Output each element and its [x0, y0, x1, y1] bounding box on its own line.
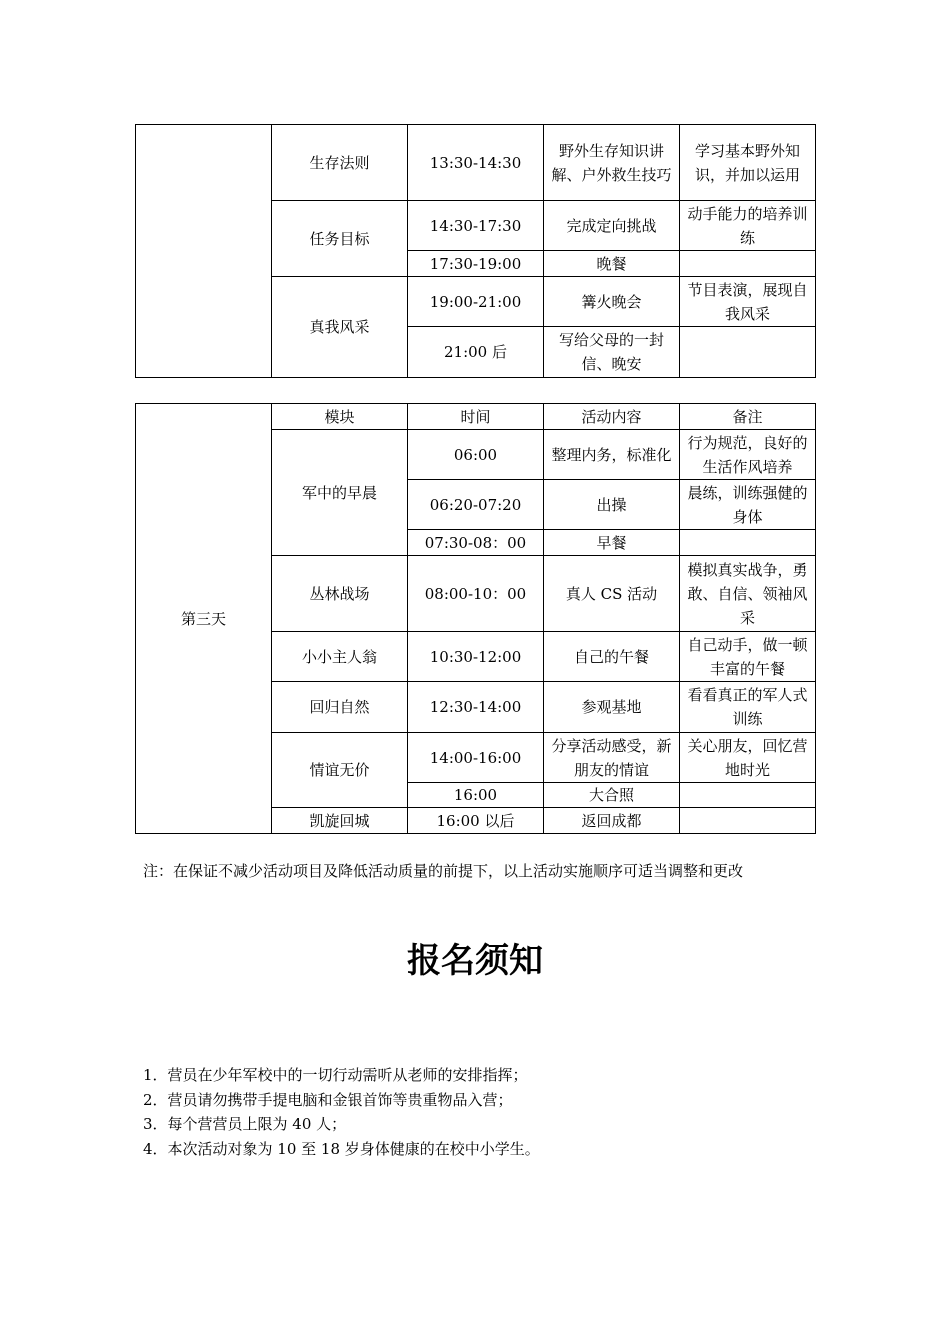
module-cell: 凯旋回城 — [272, 808, 408, 834]
schedule-table-day3 — [135, 403, 816, 834]
remark-cell — [680, 251, 816, 277]
content-cell: 早餐 — [544, 530, 680, 556]
remark-cell: 动手能力的培养训练 — [680, 201, 816, 251]
header-content: 活动内容 — [544, 404, 680, 430]
content-cell: 写给父母的一封信、晚安 — [544, 327, 680, 378]
remark-cell: 关心朋友，回忆营地时光 — [680, 733, 816, 783]
content-cell: 晚餐 — [544, 251, 680, 277]
content-cell: 完成定向挑战 — [544, 201, 680, 251]
time-cell: 16:00 — [408, 783, 544, 808]
content-cell: 整理内务，标准化 — [544, 430, 680, 480]
list-item: 3．每个营营员上限为 40 人； — [143, 1115, 347, 1133]
content-cell: 自己的午餐 — [544, 632, 680, 682]
remark-cell: 节目表演，展现自我风采 — [680, 277, 816, 327]
rules-list — [143, 1063, 540, 1161]
time-cell: 12:30-14:00 — [408, 682, 544, 733]
table-row — [136, 125, 816, 201]
content-cell: 返回成都 — [544, 808, 680, 834]
remark-cell: 看看真正的军人式训练 — [680, 682, 816, 733]
module-cell: 回归自然 — [272, 682, 408, 733]
module-cell: 任务目标 — [272, 201, 408, 277]
remark-cell: 学习基本野外知识，并加以运用 — [680, 125, 816, 201]
time-cell: 13:30-14:30 — [408, 125, 544, 201]
time-cell: 06:00 — [408, 430, 544, 480]
time-cell: 14:30-17:30 — [408, 201, 544, 251]
content-cell: 野外生存知识讲解、户外救生技巧 — [544, 125, 680, 201]
remark-cell: 晨练，训练强健的身体 — [680, 480, 816, 530]
time-cell: 08:00-10：00 — [408, 556, 544, 632]
day-label: 第三天 — [136, 404, 272, 834]
remark-cell: 行为规范，良好的生活作风培养 — [680, 430, 816, 480]
list-item: 1．营员在少年军校中的一切行动需听从老师的安排指挥； — [143, 1066, 528, 1084]
time-cell: 21:00 后 — [408, 327, 544, 378]
module-cell: 丛林战场 — [272, 556, 408, 632]
remark-cell — [680, 327, 816, 378]
time-cell: 07:30-08：00 — [408, 530, 544, 556]
content-cell: 分享活动感受，新朋友的情谊 — [544, 733, 680, 783]
page-title: 报名须知 — [407, 941, 543, 981]
remark-cell: 自己动手，做一顿丰富的午餐 — [680, 632, 816, 682]
remark-cell — [680, 530, 816, 556]
list-item: 4．本次活动对象为 10 至 18 岁身体健康的在校中小学生。 — [143, 1139, 540, 1158]
time-cell: 17:30-19:00 — [408, 251, 544, 277]
content-cell: 大合照 — [544, 783, 680, 808]
header-row — [136, 404, 816, 430]
note-paragraph: 注：在保证不减少活动项目及降低活动质量的前提下，以上活动实施顺序可适当调整和更改 — [143, 862, 744, 880]
time-cell: 06:20-07:20 — [408, 480, 544, 530]
time-cell: 10:30-12:00 — [408, 632, 544, 682]
time-cell: 16:00 以后 — [408, 808, 544, 834]
content-cell: 出操 — [544, 480, 680, 530]
module-cell: 真我风采 — [272, 277, 408, 378]
remark-cell — [680, 783, 816, 808]
content-cell: 篝火晚会 — [544, 277, 680, 327]
module-cell: 军中的早晨 — [272, 430, 408, 556]
content-cell: 参观基地 — [544, 682, 680, 733]
list-item: 2．营员请勿携带手提电脑和金银首饰等贵重物品入营； — [143, 1090, 513, 1109]
remark-cell — [680, 808, 816, 834]
time-cell: 14:00-16:00 — [408, 733, 544, 783]
remark-cell: 模拟真实战争，勇敢、自信、领袖风采 — [680, 556, 816, 632]
header-remark: 备注 — [680, 404, 816, 430]
module-cell: 生存法则 — [272, 125, 408, 201]
header-module: 模块 — [272, 404, 408, 430]
time-cell: 19:00-21:00 — [408, 277, 544, 327]
day-cell — [136, 125, 272, 378]
module-cell: 情谊无价 — [272, 733, 408, 808]
module-cell: 小小主人翁 — [272, 632, 408, 682]
content-cell: 真人 CS 活动 — [544, 556, 680, 632]
schedule-table-day2 — [135, 124, 816, 378]
header-time: 时间 — [408, 404, 544, 430]
